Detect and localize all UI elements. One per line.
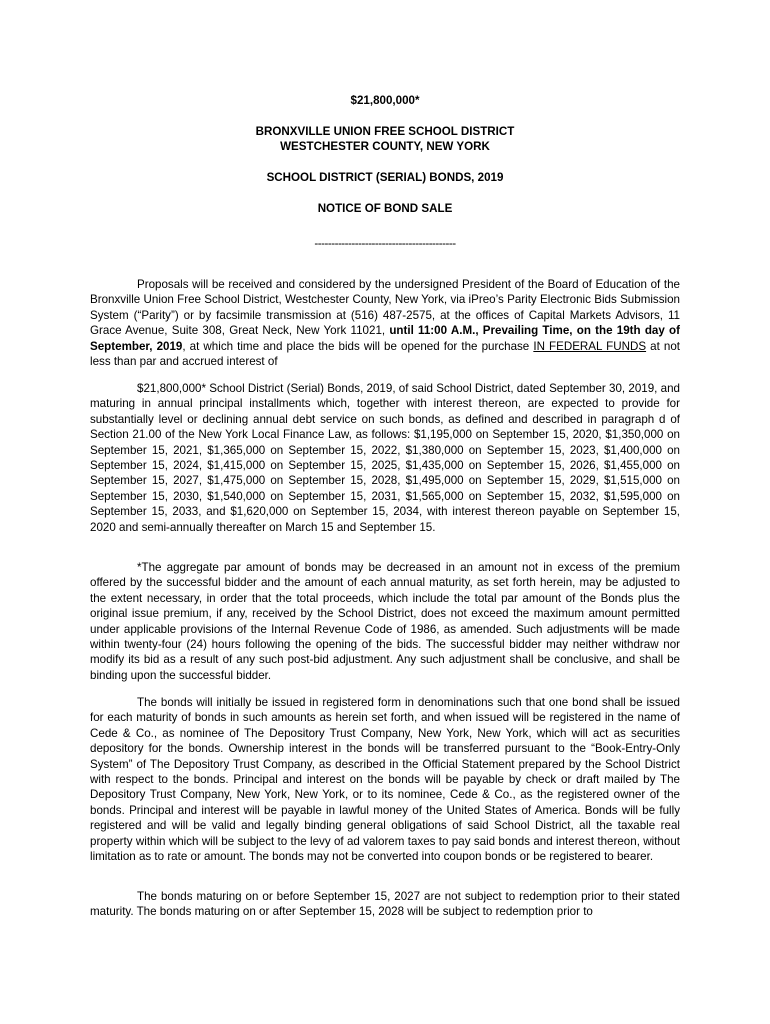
federal-funds-underlined: IN FEDERAL FUNDS <box>533 339 647 353</box>
proposals-text-b: , at which time and place the bids will be opened for the purchase <box>182 339 534 353</box>
district-name-heading: BRONXVILLE UNION FREE SCHOOL DISTRICT <box>255 125 515 138</box>
dashed-separator: ------------------------------------------ <box>314 237 456 250</box>
bond-amount-heading: $21,800,000* <box>350 94 420 107</box>
proposals-text-a: Proposals will be received and considered by the undersigned President of the Board of Education of the Bronxville Union Free School District, Westchester County, New York, via iPreo’s Parity Electronic Bids Submission System (“Parity”) or by facsimile transmission at (516) 487-2575, at the offices of Capital Markets Advisors, 11 Grace Avenue, Suite 308, Great Neck, New York 11021, <box>90 278 680 338</box>
paragraph-redemption: The bonds maturing on or before September 15, 2027 are not subject to redemption prior to their stated maturity. The bonds maturing on or after September 15, 2028 will be subject to redemption prior to <box>90 890 680 919</box>
paragraph-maturities: $21,800,000* School District (Serial) Bonds, 2019, of said School District, dated September 30, 2019, and maturing in annual principal installments which, together with interest thereon, are expected to provide for substantially level or declining annual debt service on such bonds, as defined and described in paragraph d of Section 21.00 of the New York Local Finance Law, as follows: $1,195,000 on September 15, 2020, $1,350,000 on September 15, 2021, $1,365,000 on September 15, 2022, $1,380,000 on September 15, 2023, $1,400,000 on September 15, 2024, $1,415,000 on September 15, 2025, $1,435,000 on September 15, 2026, $1,455,000 on September 15, 2027, $1,475,000 on September 15, 2028, $1,495,000 on September 15, 2029, $1,515,000 on September 15, 2030, $1,540,000 on September 15, 2031, $1,565,000 on September 15, 2032, $1,595,000 on September 15, 2033, and $1,620,000 on September 15, 2034, with interest thereon payable on September 15, 2020 and semi-annually thereafter on March 15 and September 15. <box>90 382 680 534</box>
deadline-bold-text: until 11:00 A.M., Prevailing Time, on the 19th day of September, 2019 <box>90 324 680 353</box>
notice-title-heading: NOTICE OF BOND SALE <box>317 202 453 215</box>
paragraph-registration: The bonds will initially be issued in registered form in denominations such that one bond shall be issued for each maturity of bonds in such amounts as herein set forth, and when issued will be registered in the name of Cede & Co., as nominee of The Depository Trust Company, New York, New York, which will act as securities depository for the bonds. Ownership interest in the bonds will be transferred pursuant to the “Book-Entry-Only System” of The Depository Trust Company, as described in the Official Statement prepared by the School District with respect to the bonds. Principal and interest on the bonds will be payable by check or draft mailed by The Depository Trust Company, New York, New York, or to its nominee, Cede & Co., as the registered owner of the bonds. Principal and interest will be payable in lawful money of the United States of America. Bonds will be fully registered and will be valid and legally binding general obligations of said School District, all the taxable real property within which will be subject to the levy of ad valorem taxes to pay said bonds and interest thereon, without limitation as to rate or amount. The bonds may not be converted into coupon bonds or be registered to bearer. <box>90 696 680 864</box>
bonds-title-heading: SCHOOL DISTRICT (SERIAL) BONDS, 2019 <box>266 171 504 184</box>
paragraph-adjustment: *The aggregate par amount of bonds may be decreased in an amount not in excess of the premium offered by the successful bidder and the amount of each annual maturity, as set forth herein, may be adjusted to the extent necessary, in order that the total proceeds, which include the total par amount of the Bonds plus the original issue premium, if any, received by the School District, does not exceed the maximum amount permitted under applicable provisions of the Internal Revenue Code of 1986, as amended. Such adjustments will be made within twenty-four (24) hours following the opening of the bids. The successful bidder may neither withdraw nor modify its bid as a result of any such post-bid adjustment. Any such adjustment shall be conclusive, and shall be binding upon the successful bidder. <box>90 561 680 682</box>
paragraph-proposals <box>90 277 680 369</box>
proposals-text-c: at not less than par and accrued interest of <box>90 339 681 369</box>
county-heading: WESTCHESTER COUNTY, NEW YORK <box>280 140 490 153</box>
